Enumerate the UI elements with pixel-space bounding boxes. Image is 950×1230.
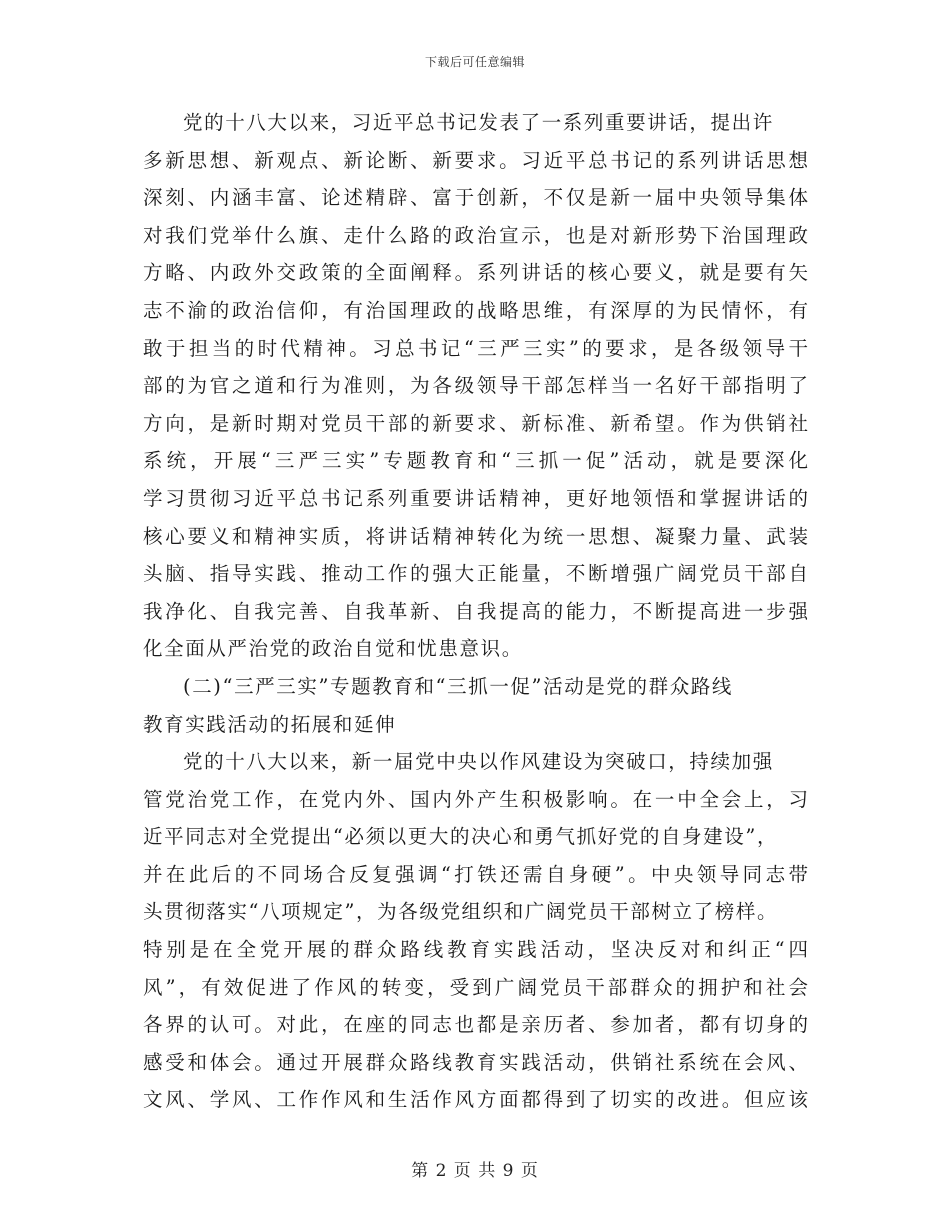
paragraph-line: 特别是在全党开展的群众路线教育实践活动，坚决反对和纠正“四 [143,938,808,962]
paragraph-line: 核心要义和精神实质，将讲话精神转化为统一思想、凝聚力量、武装 [143,524,808,548]
header-note: 下载后可任意编辑 [424,55,525,69]
paragraph-line: 志不渝的政治信仰，有治国理政的战略思维，有深厚的为民情怀，有 [143,298,808,322]
section-heading-line: 教育实践活动的拓展和延伸 [143,712,397,736]
paragraph-line: 方略、内政外交政策的全面阐释。系列讲话的核心要义，就是要有矢 [143,261,808,285]
paragraph-line: 各界的认可。对此，在座的同志也都是亲历者、参加者，都有切身的 [143,1013,808,1037]
paragraph-line: 头脑、指导实践、推动工作的强大正能量，不断增强广阔党员干部自 [143,562,808,586]
paragraph-line: 方向，是新时期对党员干部的新要求、新标准、新希望。作为供销社 [143,411,808,435]
paragraph-line: 对我们党举什么旗、走什么路的政治宣示，也是对新形势下治国理政 [143,223,808,247]
paragraph-line: 多新思想、新观点、新论断、新要求。习近平总书记的系列讲话思想 [143,148,808,172]
paragraph-line: 近平同志对全党提出“必须以更大的决心和勇气抓好党的自身建设”， [143,825,779,849]
paragraph-line: 深刻、内涵丰富、论述精辟、富于创新，不仅是新一届中央领导集体 [143,186,808,210]
paragraph-line: 部的为官之道和行为准则，为各级领导干部怎样当一名好干部指明了 [143,374,808,398]
paragraph-line: 头贯彻落实“八项规定”，为各级党组织和广阔党员干部树立了榜样。 [143,900,779,924]
paragraph-line: 并在此后的不同场合反复强调“打铁还需自身硬”。中央领导同志带 [143,862,808,886]
paragraph-line: 系统，开展“三严三实”专题教育和“三抓一促”活动，就是要深化 [143,449,808,473]
paragraph-line: 管党治党工作，在党内外、国内外产生积极影响。在一中全会上，习 [143,787,808,811]
paragraph-line: 风”，有效促进了作风的转变，受到广阔党员干部群众的拥护和社会 [143,975,808,999]
paragraph-line: 我净化、自我完善、自我革新、自我提高的能力，不断提高进一步强 [143,599,808,623]
paragraph-line: 文风、学风、工作作风和生活作风方面都得到了切实的改进。但应该 [143,1088,808,1112]
page-number: 第 2 页 共 9 页 [411,1161,539,1181]
paragraph-line: 党的十八大以来，习近平总书记发表了一系列重要讲话，提出许 [183,111,774,134]
paragraph-line: 学习贯彻习近平总书记系列重要讲话精神，更好地领悟和掌握讲话的 [143,486,808,510]
section-heading-line: (二)“三严三实”专题教育和“三抓一促”活动是党的群众路线 [183,674,733,698]
paragraph-line: 党的十八大以来，新一届党中央以作风建设为突破口，持续加强 [183,750,774,774]
paragraph-line: 化全面从严治党的政治自觉和忧患意识。 [143,637,523,661]
paragraph-line: 感受和体会。通过开展群众路线教育实践活动，供销社系统在会风、 [143,1050,808,1074]
paragraph-line: 敢于担当的时代精神。习总书记“三严三实”的要求，是各级领导干 [143,336,808,360]
document-body [143,104,808,1119]
